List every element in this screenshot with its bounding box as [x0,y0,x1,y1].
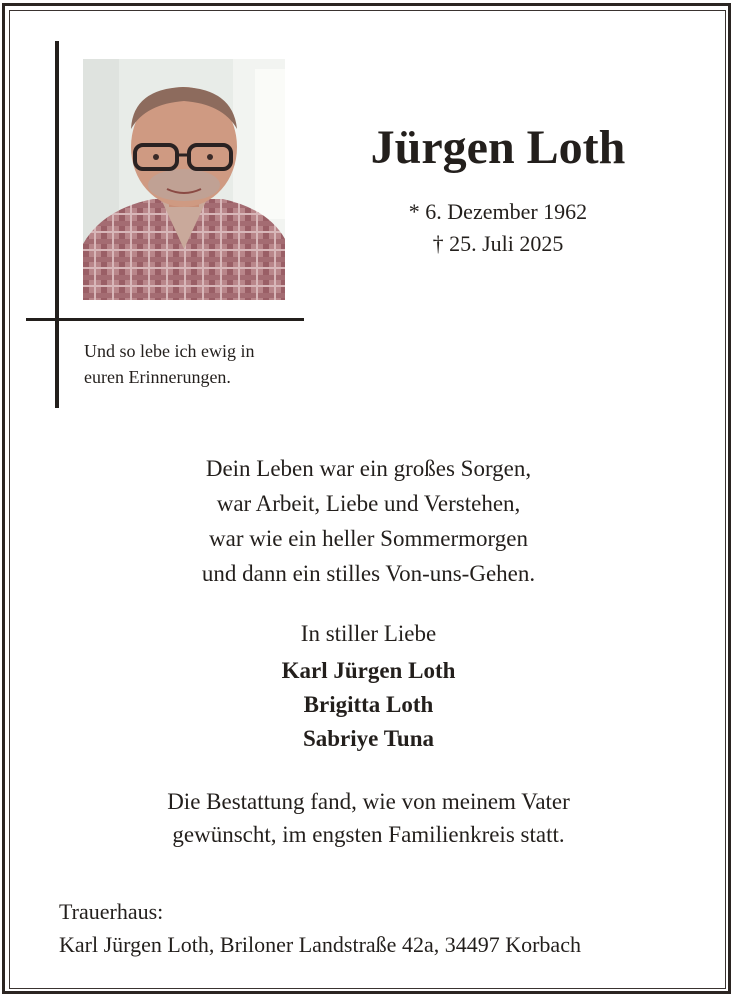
quote-line: Und so lebe ich ewig in [84,341,255,361]
mourning-house-label: Trauerhaus: [59,899,164,924]
funeral-notice [0,785,737,851]
quote [84,338,314,390]
poem-line: war wie ein heller Sommermorgen [209,526,528,551]
cross-horizontal-bar [26,318,304,321]
poem-line: und dann ein stilles Von-uns-Gehen. [201,561,536,586]
cross-vertical-bar [55,41,59,408]
funeral-line: Die Bestattung fand, wie von meinem Vater [167,789,570,814]
mourning-intro: In stiller Liebe [300,621,437,646]
poem-line: war Arbeit, Liebe und Verstehen, [216,491,521,516]
mourning-house-address: Karl Jürgen Loth, Briloner Landstraße 42a, 34497 Korbach [59,932,581,957]
quote-line: euren Erinnerungen. [84,367,231,387]
portrait-photo [83,59,285,300]
deceased-name: Jürgen Loth [370,121,626,174]
death-date: † 25. Juli 2025 [432,231,564,256]
poem [0,451,737,591]
funeral-line: gewünscht, im engsten Familienkreis statt. [172,822,565,847]
signer-name: Sabriye Tuna [302,726,435,751]
poem-line: Dein Leben war ein großes Sorgen, [205,456,532,481]
signers [0,654,737,756]
signer-name: Brigitta Loth [303,692,434,717]
mourning-house [59,895,719,961]
birth-date: * 6. Dezember 1962 [408,199,588,224]
signer-name: Karl Jürgen Loth [281,658,456,683]
